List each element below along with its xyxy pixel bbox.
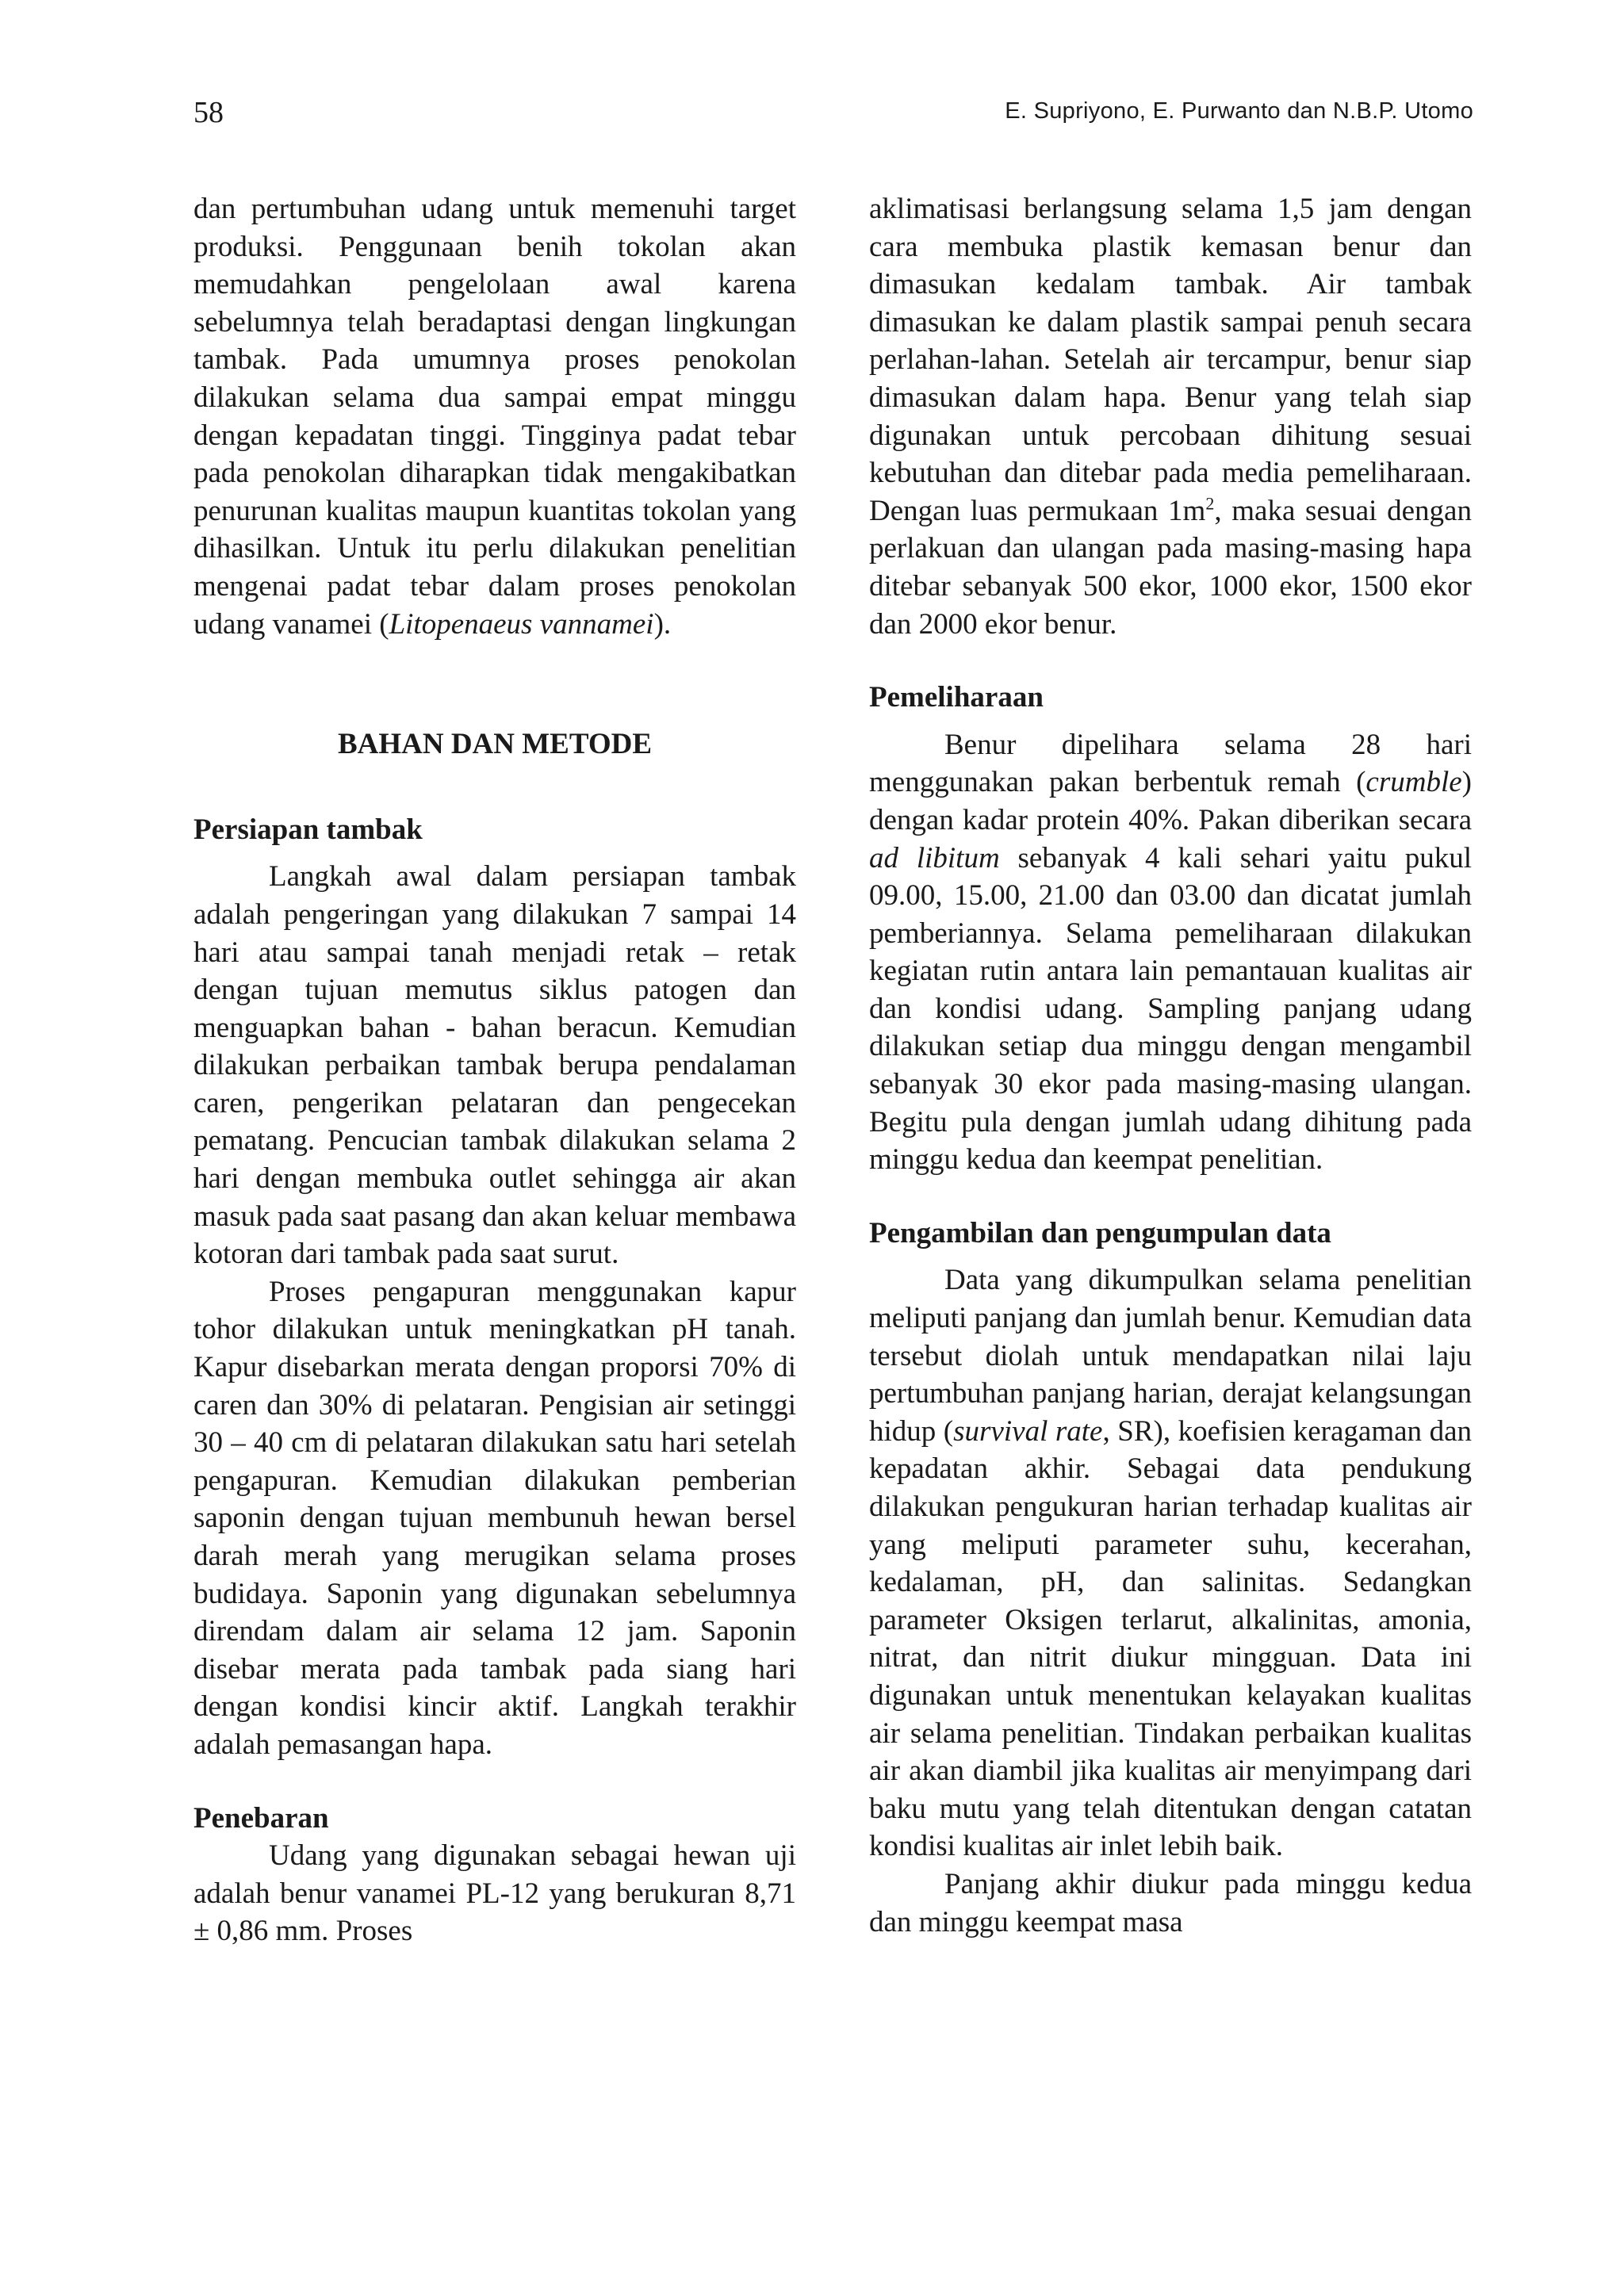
paragraph-persiapan-1: Langkah awal dalam persiapan tambak adalah pengeringan yang dilakukan 7 sampai 14 hari atau sampai tanah menjadi retak – retak dengan tujuan memutus siklus patogen dan menguapkan bahan - bahan beracun. Kemudian dilakukan perbaikan tambak berupa pendalaman caren, pengerikan pelataran dan pengecekan pematang. Pencucian tambak dilakukan selama 2 hari dengan membuka outlet sehingga air akan masuk pada saat pasang dan akan keluar membawa kotoran dari tambak pada saat surut. (193, 860, 796, 1271)
superscript: 2 (1205, 493, 1215, 514)
paragraph-pemeliharaan (869, 726, 1472, 1179)
subheading-pengumpulan-data: Pengambilan dan pengumpulan data (869, 1216, 1331, 1249)
subheading-pemeliharaan: Pemeliharaan (869, 681, 1044, 714)
right-column (869, 190, 1472, 1941)
paragraph-persiapan-2: Proses pengapuran menggunakan kapur tohor dilakukan untuk meningkatkan pH tanah. Kapur disebarkan merata dengan proporsi 70% di caren dan 30% di pelataran. Pengisian air setinggi 30 – 40 cm di pelataran dilakukan satu hari setelah pengapuran. Kemudian dilakukan pemberian saponin dengan tujuan membunuh hewan bersel darah merah yang merugikan selama proses budidaya. Saponin yang digunakan sebelumnya direndam dalam air selama 12 jam. Saponin disebar merata pada tambak pada siang hari dengan kondisi kincir aktif. Langkah terakhir adalah pemasangan hapa. (193, 1275, 796, 1761)
paragraph-panjang-akhir: Panjang akhir diukur pada minggu kedua dan minggu keempat masa (869, 1867, 1472, 1938)
section-title-methods: BAHAN DAN METODE (337, 728, 653, 761)
paragraph-pengumpulan-data (869, 1261, 1472, 1866)
paragraph-text: ) dengan kadar protein 40%. Pakan diberikan secara (869, 766, 1472, 836)
italic-term: crumble (1365, 766, 1462, 799)
paragraph-text-end: ). (653, 607, 672, 641)
paragraph-text: sebanyak 4 kali sehari yaitu pukul 09.00, 15.00, 21.00 dan 03.00 dan dicatat jumlah pemberiannya. Selama pemeliharaan dilakukan kegiatan rutin antara lain pemantauan kualitas air dan kondisi udang. Sampling panjang udang dilakukan setiap dua minggu dengan mengambil sebanyak 30 ekor pada masing-masing ulangan. Begitu pula dengan jumlah udang dihitung pada minggu kedua dan keempat penelitian. (869, 841, 1472, 1177)
italic-term: ad libitum (869, 841, 1000, 874)
subheading-penebaran: Penebaran (193, 1801, 329, 1835)
paragraph-text: dan pertumbuhan udang untuk memenuhi target produksi. Penggunaan benih tokolan akan memudahkan pengelolaan awal karena sebelumnya telah beradaptasi dengan lingkungan tambak. Pada umumnya proses penokolan dilakukan selama dua sampai empat minggu dengan kepadatan tinggi. Tingginya padat tebar pada penokolan diharapkan tidak mengakibatkan penurunan kualitas maupun kuantitas tokolan yang dihasilkan. Untuk itu perlu dilakukan penelitian mengenai padat tebar dalam proses penokolan udang vanamei ( (193, 193, 796, 641)
page-header (193, 95, 1473, 143)
subheading-persiapan-tambak: Persiapan tambak (193, 813, 423, 846)
species-name: Litopenaeus vannamei (389, 607, 654, 641)
running-head: E. Supriyono, E. Purwanto dan N.B.P. Utomo (1005, 98, 1473, 124)
left-column (193, 190, 796, 1950)
paragraph-text: , maka sesuai dengan perlakuan dan ulangan pada masing-masing hapa ditebar sebanyak 500 ekor, 1000 ekor, 1500 ekor dan 2000 ekor benur. (869, 494, 1472, 641)
paragraph-text: Benur dipelihara selama 28 hari menggunakan pakan berbentuk remah ( (869, 728, 1472, 799)
paragraph-intro-continued (193, 190, 796, 643)
paragraph-text: , SR), koefisien keragaman dan kepadatan akhir. Sebagai data pendukung dilakukan pengukuran harian terhadap kualitas air yang meliputi parameter suhu, kecerahan, kedalaman, pH, dan salinitas. Sedangkan parameter Oksigen terlarut, alkalinitas, amonia, nitrat, dan nitrit diukur mingguan. Data ini digunakan untuk menentukan kelayakan kualitas air selama penelitian. Tindakan perbaikan kualitas air akan diambil jika kualitas air menyimpang dari baku mutu yang telah ditentukan dengan catatan kondisi kualitas air inlet lebih baik. (869, 1414, 1473, 1863)
paragraph-text: aklimatisasi berlangsung selama 1,5 jam dengan cara membuka plastik kemasan benur dan dimasukan kedalam tambak. Air tambak dimasukan ke dalam plastik sampai penuh secara perlahan-lahan. Setelah air tercampur, benur siap dimasukan dalam hapa. Benur yang telah siap digunakan untuk percobaan dihitung sesuai kebutuhan dan ditebar pada media pemeliharaan. Dengan luas permukaan 1m (869, 193, 1472, 527)
italic-term: survival rate (953, 1414, 1103, 1448)
paragraph-aklimatisasi (869, 190, 1472, 643)
paragraph-penebaran: Udang yang digunakan sebagai hewan uji adalah benur vanamei PL-12 yang berukuran 8,71 ± 0,86 mm. Proses (193, 1839, 796, 1948)
paragraph-text: Data yang dikumpulkan selama penelitian meliputi panjang dan jumlah benur. Kemudian data tersebut diolah untuk mendapatkan nilai laju pertumbuhan panjang harian, derajat kelangsungan hidup ( (869, 1264, 1472, 1448)
page-number: 58 (193, 96, 224, 129)
